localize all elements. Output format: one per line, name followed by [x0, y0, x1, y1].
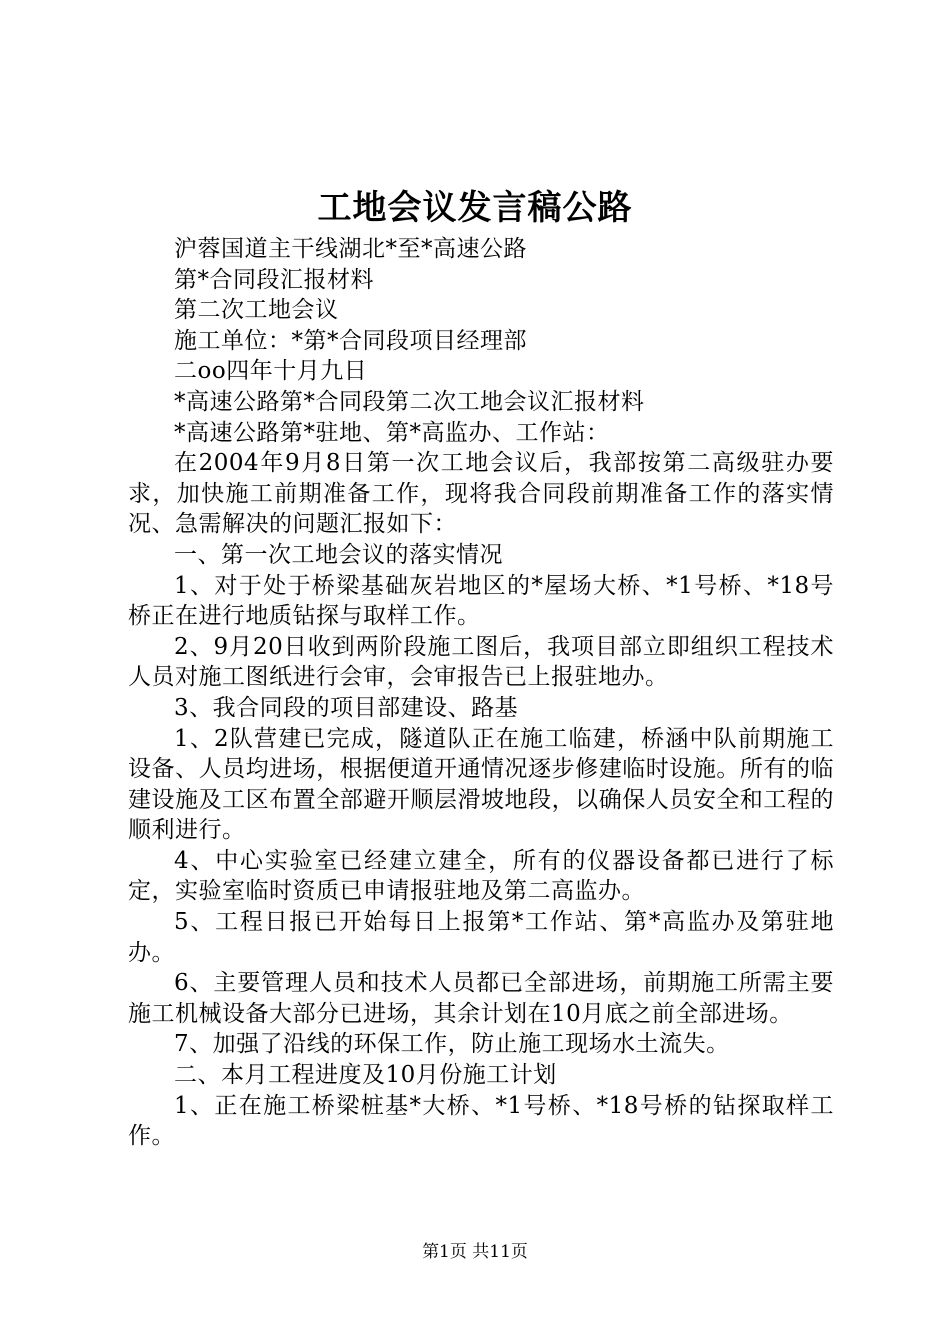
paragraph: 二、本月工程进度及10月份施工计划: [174, 1062, 557, 1089]
paragraph: 5、工程日报已开始每日上报第*工作站、第*高监办及第驻地办。: [128, 909, 834, 966]
paragraph: 3、我合同段的项目部建设、路基: [174, 694, 519, 721]
paragraph: 1、正在施工桥梁桩基*大桥、*1号桥、*18号桥的钻探取样工作。: [128, 1092, 834, 1150]
paragraph: *高速公路第*驻地、第*高监办、工作站：: [174, 419, 610, 446]
paragraph: 一、第一次工地会议的落实情况: [174, 541, 503, 568]
paragraph: 6、主要管理人员和技术人员都已全部进场，前期施工所需主要施工机械设备大部分已进场，其余计划在10月底之前全部进场。: [128, 970, 834, 1027]
paragraph: 4、中心实验室已经建立建全，所有的仪器设备都已进行了标定，实验室临时资质已申请报驻地及第二高监办。: [128, 847, 834, 905]
document-body: [128, 234, 834, 1152]
paragraph: 第二次工地会议: [174, 297, 339, 324]
paragraph: 1、2队营建已完成，隧道队正在施工临建，桥涵中队前期施工设备、人员均进场，根据便道开通情况逐步修建临时设施。所有的临建设施及工区布置全部避开顺层滑坡地段，以确保人员安全和工程的顺利进行。: [128, 725, 834, 844]
paragraph: *高速公路第*合同段第二次工地会议汇报材料: [174, 388, 645, 415]
paragraph: 2、9月20日收到两阶段施工图后，我项目部立即组织工程技术人员对施工图纸进行会审，会审报告已上报驻地办。: [128, 633, 834, 691]
paragraph: 1、对于处于桥梁基础灰岩地区的*屋场大桥、*1号桥、*18号桥正在进行地质钻探与取样工作。: [128, 572, 834, 630]
document-title: 工地会议发言稿公路: [317, 188, 633, 228]
page-number-footer: 第1页 共11页: [422, 1242, 528, 1262]
paragraph: 7、加强了沿线的环保工作，防止施工现场水土流失。: [174, 1031, 730, 1058]
paragraph: 在2004年9月8日第一次工地会议后，我部按第二高级驻办要求，加快施工前期准备工作，现将我合同段前期准备工作的落实情况、急需解决的问题汇报如下：: [128, 450, 834, 538]
paragraph: 二oo四年十月九日: [174, 358, 368, 385]
paragraph: 沪蓉国道主干线湖北*至*高速公路: [174, 236, 527, 262]
paragraph: 施工单位：*第*合同段项目经理部: [174, 327, 527, 354]
paragraph: 第*合同段汇报材料: [174, 266, 374, 293]
